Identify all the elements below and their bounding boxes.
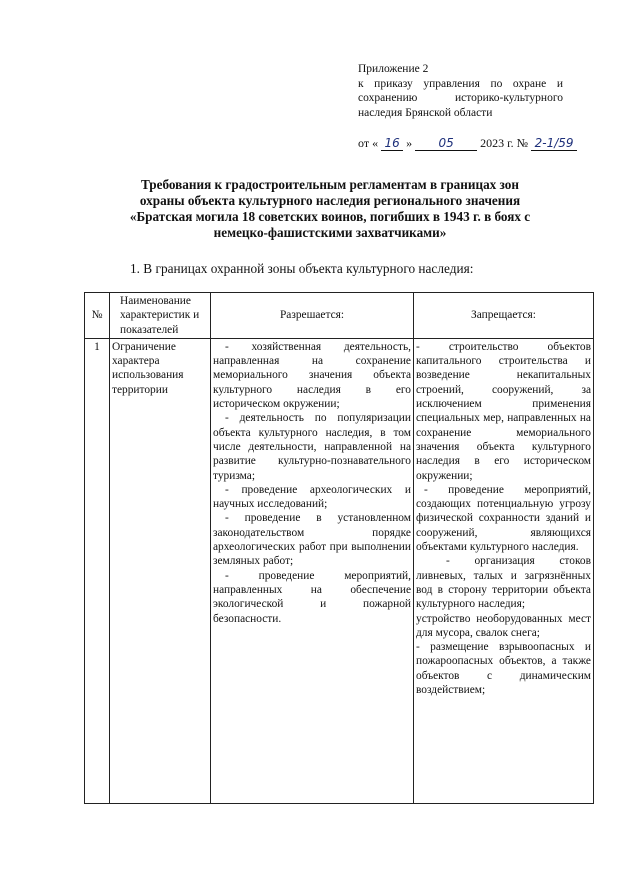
allowed-item: - проведение в установленном законодательством порядке археологических работ при выполнении земляных работ;	[213, 512, 411, 568]
row-number: 1	[85, 338, 110, 803]
forbidden-item: - организация стоков ливневых, талых и загрязнённых вод в сторону территории объекта культурного наследия;	[416, 555, 591, 611]
forbidden-item: устройство необорудованных мест для мусора, свалок снега;	[416, 612, 591, 639]
annex-line-region: наследия Брянской области	[358, 106, 493, 119]
document-title	[95, 177, 565, 241]
table-row	[85, 338, 594, 803]
date-close-quote: »	[406, 136, 413, 150]
allowed-cell	[211, 338, 414, 803]
order-date-line	[358, 135, 573, 151]
header-number: №	[85, 293, 110, 339]
date-prefix: от «	[358, 136, 379, 150]
section-heading: 1. В границах охранной зоны объекта культурного наследия:	[130, 261, 474, 276]
title-line-1: Требования к градостроительным регламентам в границах зон	[141, 177, 519, 192]
allowed-item: - проведение мероприятий, направленных на обеспечение экологической и пожарной безопасности.	[213, 569, 411, 625]
annex-line-preservation: сохранению историко-культурного	[358, 92, 563, 104]
allowed-item: - хозяйственная деятельность, направленная на сохранение мемориального значения объекта культурного наследия в его историческом окружении;	[213, 340, 411, 411]
forbidden-cell	[414, 338, 594, 803]
table-header-row	[85, 293, 594, 339]
date-month: 05	[415, 137, 477, 151]
date-day: 16	[381, 137, 403, 151]
header-forbidden: Запрещается:	[414, 293, 594, 339]
title-line-3: «Братская могила 18 советских воинов, погибших в 1943 г. в боях с	[129, 209, 531, 224]
header-characteristics: Наименование характеристик и показателей	[110, 293, 211, 339]
annex-title: Приложение 2	[358, 63, 429, 75]
header-allowed: Разрешается:	[211, 293, 414, 339]
title-line-2: охраны объекта культурного наследия регионального значения	[139, 193, 521, 208]
annex-block	[358, 62, 563, 120]
forbidden-item: - проведение мероприятий, создающих потенциальную угрозу физической сохранности зданий и сооружений, являющихся объектами культурного наследия.	[416, 483, 591, 554]
forbidden-item: - размещение взрывоопасных и пожароопасных объектов, а также объектов с динамическим воздействием;	[416, 641, 591, 697]
order-number: 2-1/59	[531, 137, 577, 151]
allowed-item: - проведение археологических и научных исследований;	[213, 483, 411, 511]
annex-line-order: к приказу управления по охране и	[358, 77, 563, 90]
title-line-4: немецко-фашистскими захватчиками»	[213, 225, 447, 240]
allowed-item: - деятельность по популяризации объекта культурного наследия, в том числе деятельности, направленной на развитие культурно-познавательного туризма;	[213, 412, 411, 482]
row-characteristic: Ограничение характера использования территории	[110, 338, 211, 803]
requirements-table	[84, 292, 594, 804]
forbidden-item: - строительство объектов капитального строительства и возведение некапитальных строений, сооружений, за исключением применения специальных мер, направленных на сохранение мемориального значения объекта культурного наследия в его историческом окружении;	[416, 340, 591, 482]
date-year-number-label: 2023 г. №	[480, 136, 529, 150]
